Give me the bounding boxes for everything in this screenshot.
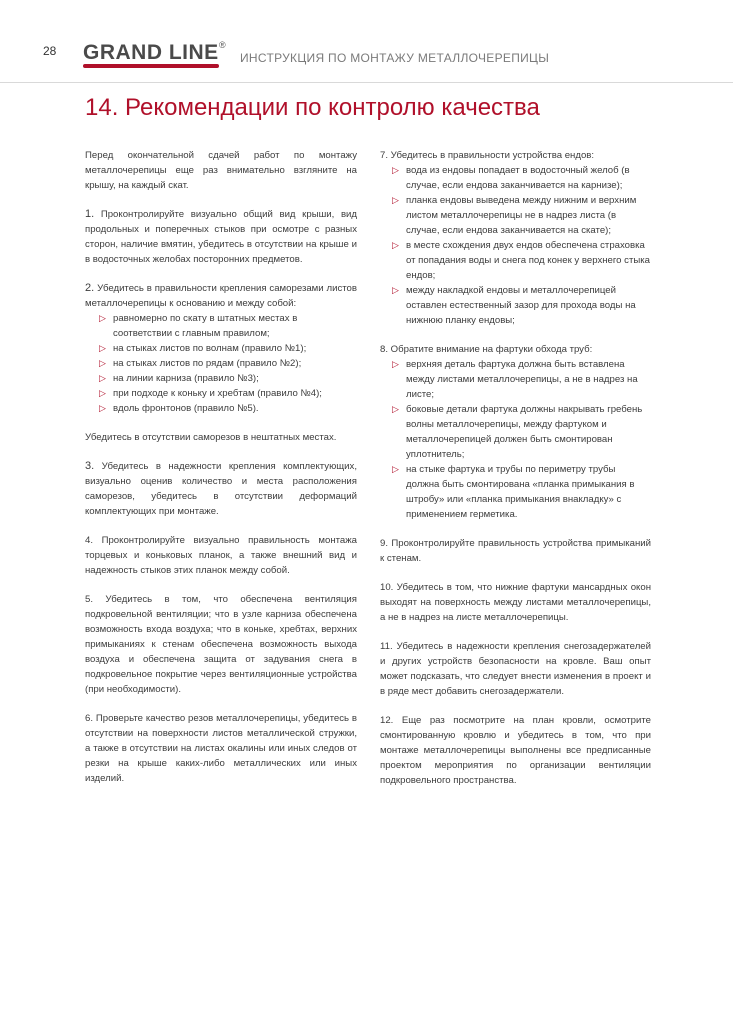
list-item-text: планка ендовы выведена между нижним и верхним листом металлочерепицы не в надрез листа (в случае, если ендова заканчивается на скате); xyxy=(406,195,637,236)
list-item xyxy=(99,386,357,401)
list-item xyxy=(392,283,651,328)
list-item xyxy=(99,341,357,356)
logo-wordmark: GRAND LINE xyxy=(83,41,219,64)
header-divider xyxy=(0,82,733,83)
list-item xyxy=(99,311,357,341)
list-item xyxy=(392,462,651,522)
list-item-text: в месте схождения двух ендов обеспечена страховка от попадания воды и снега под конек у верхнего стыка ендов; xyxy=(406,240,650,281)
bullet-triangle-icon: ▷ xyxy=(99,313,106,323)
list-item-text: между накладкой ендовы и металлочерепицей оставлен естественный зазор для прохода воды на нижнюю планку ендовы; xyxy=(406,285,636,326)
item-7-bullet-list xyxy=(380,163,651,328)
list-item-text: боковые детали фартука должны накрывать гребень волны металлочерепицы, между фартуком и металлочерепицей должен быть смонтирован уплотнитель; xyxy=(406,404,643,460)
bullet-triangle-icon: ▷ xyxy=(392,165,399,175)
bullet-triangle-icon: ▷ xyxy=(392,359,399,369)
list-item xyxy=(99,356,357,371)
registered-mark: ® xyxy=(219,40,226,50)
bullet-triangle-icon: ▷ xyxy=(99,373,106,383)
item-8: 8. Обратите внимание на фартуки обхода труб: xyxy=(380,344,593,355)
logo-swoosh-icon xyxy=(83,64,219,68)
bullet-triangle-icon: ▷ xyxy=(99,403,106,413)
item-7: 7. Убедитесь в правильности устройства ендов: xyxy=(380,150,595,161)
item-2-bullet-list xyxy=(85,311,357,416)
item-1-text: Проконтролируйте визуально общий вид крыши, вид продольных и поперечных стыков при осмотре с разных сторон, наличие вмятин, убедитесь в отсутствии на крыше и в водосточных желобах посторонних предметов. xyxy=(85,209,357,265)
bullet-triangle-icon: ▷ xyxy=(99,343,106,353)
item-2-text: Убедитесь в правильности крепления саморезами листов металлочерепицы к основанию и между собой: xyxy=(85,283,357,309)
item-1-number: 1. xyxy=(85,208,95,220)
item-11: 11. Убедитесь в надежности крепления снегозадержателей и других устройств безопасности на кровле. Ваш опыт может подсказать, что следует внести изменения в проект и в ряде мест добавить снегозадержатели. xyxy=(380,641,651,697)
list-item xyxy=(392,238,651,283)
item-9: 9. Проконтролируйте правильность устройства примыканий к стенам. xyxy=(380,538,651,564)
item-6: 6. Проверьте качество резов металлочерепицы, убедитесь в отсутствии на поверхности листов металлической стружки, а также в отсутствии на листах окалины или иных следов от резки на крыше каких-либо металлических или иных изделий. xyxy=(85,713,357,784)
intro-paragraph: Перед окончательной сдачей работ по монтажу металлочерепицы еще раз внимательно взгляните на крышу, на каждый скат. xyxy=(85,150,357,191)
item-8-bullet-list xyxy=(380,357,651,522)
item-2 xyxy=(85,281,357,311)
list-item xyxy=(392,402,651,462)
bullet-triangle-icon: ▷ xyxy=(392,195,399,205)
page-number: 28 xyxy=(43,44,57,58)
list-item xyxy=(392,357,651,402)
list-item-text: вдоль фронтонов (правило №5). xyxy=(113,403,259,414)
bullet-triangle-icon: ▷ xyxy=(392,240,399,250)
item-12: 12. Еще раз посмотрите на план кровли, осмотрите смонтированную кровлю и убедитесь в том, что при монтаже металлочерепицы выполнены все предписанные проектом мероприятия по организации вентиляции подкровельного пространства. xyxy=(380,715,651,786)
list-item-text: при подходе к коньку и хребтам (правило №4); xyxy=(113,388,322,399)
header-title: ИНСТРУКЦИЯ ПО МОНТАЖУ МЕТАЛЛОЧЕРЕПИЦЫ xyxy=(240,51,550,65)
bullet-triangle-icon: ▷ xyxy=(99,388,106,398)
page-title: 14. Рекомендации по контролю качества xyxy=(85,94,540,121)
list-item xyxy=(99,401,357,416)
right-column xyxy=(380,148,651,802)
item-3-text: Убедитесь в надежности крепления комплектующих, визуально оценив количество и места расположения саморезов, убедитесь в отсутствии деформаций комплектующих при монтаже. xyxy=(85,461,357,517)
list-item xyxy=(99,371,357,386)
item-2-number: 2. xyxy=(85,282,95,294)
item-2-note: Убедитесь в отсутствии саморезов в нештатных местах. xyxy=(85,432,337,443)
list-item-text: вода из ендовы попадает в водосточный желоб (в случае, если ендова заканчивается на карнизе); xyxy=(406,165,630,191)
item-3 xyxy=(85,459,357,519)
bullet-triangle-icon: ▷ xyxy=(392,404,399,414)
brand-logo xyxy=(83,40,233,72)
bullet-triangle-icon: ▷ xyxy=(392,464,399,474)
list-item-text: верхняя деталь фартука должна быть вставлена между листами металлочерепицы, а не в надрез на листе; xyxy=(406,359,638,400)
item-3-number: 3. xyxy=(85,460,95,472)
list-item-text: равномерно по скату в штатных местах в соответствии с главным правилом; xyxy=(113,313,298,339)
list-item-text: на стыке фартука и трубы по периметру трубы должна быть смонтирована «планка примыкания в штробу» или «планка примыкания внакладку» с применением герметика. xyxy=(406,464,635,520)
list-item-text: на стыках листов по рядам (правило №2); xyxy=(113,358,302,369)
bullet-triangle-icon: ▷ xyxy=(392,285,399,295)
list-item-text: на линии карниза (правило №3); xyxy=(113,373,259,384)
list-item xyxy=(392,193,651,238)
item-1 xyxy=(85,207,357,267)
bullet-triangle-icon: ▷ xyxy=(99,358,106,368)
item-10: 10. Убедитесь в том, что нижние фартуки мансардных окон выходят на поверхность между листами металлочерепицы, а не в надрез на листе металлочерепицы. xyxy=(380,582,651,623)
left-column xyxy=(85,148,357,800)
item-5: 5. Убедитесь в том, что обеспечена вентиляция подкровельной вентиляции; что в узле карниза обеспечена возможность входа воздуха; что в коньке, хребтах, верхних примыканиях к стенам обеспечена возможность выхода воздуха и обеспечена защита от задувания снега в подкровельное покрытие через вентиляционные устройства (при необходимости). xyxy=(85,594,357,695)
list-item-text: на стыках листов по волнам (правило №1); xyxy=(113,343,307,354)
list-item xyxy=(392,163,651,193)
item-4: 4. Проконтролируйте визуально правильность монтажа торцевых и коньковых планок, а также внешний вид и надежность стыков этих планок между собой. xyxy=(85,535,357,576)
